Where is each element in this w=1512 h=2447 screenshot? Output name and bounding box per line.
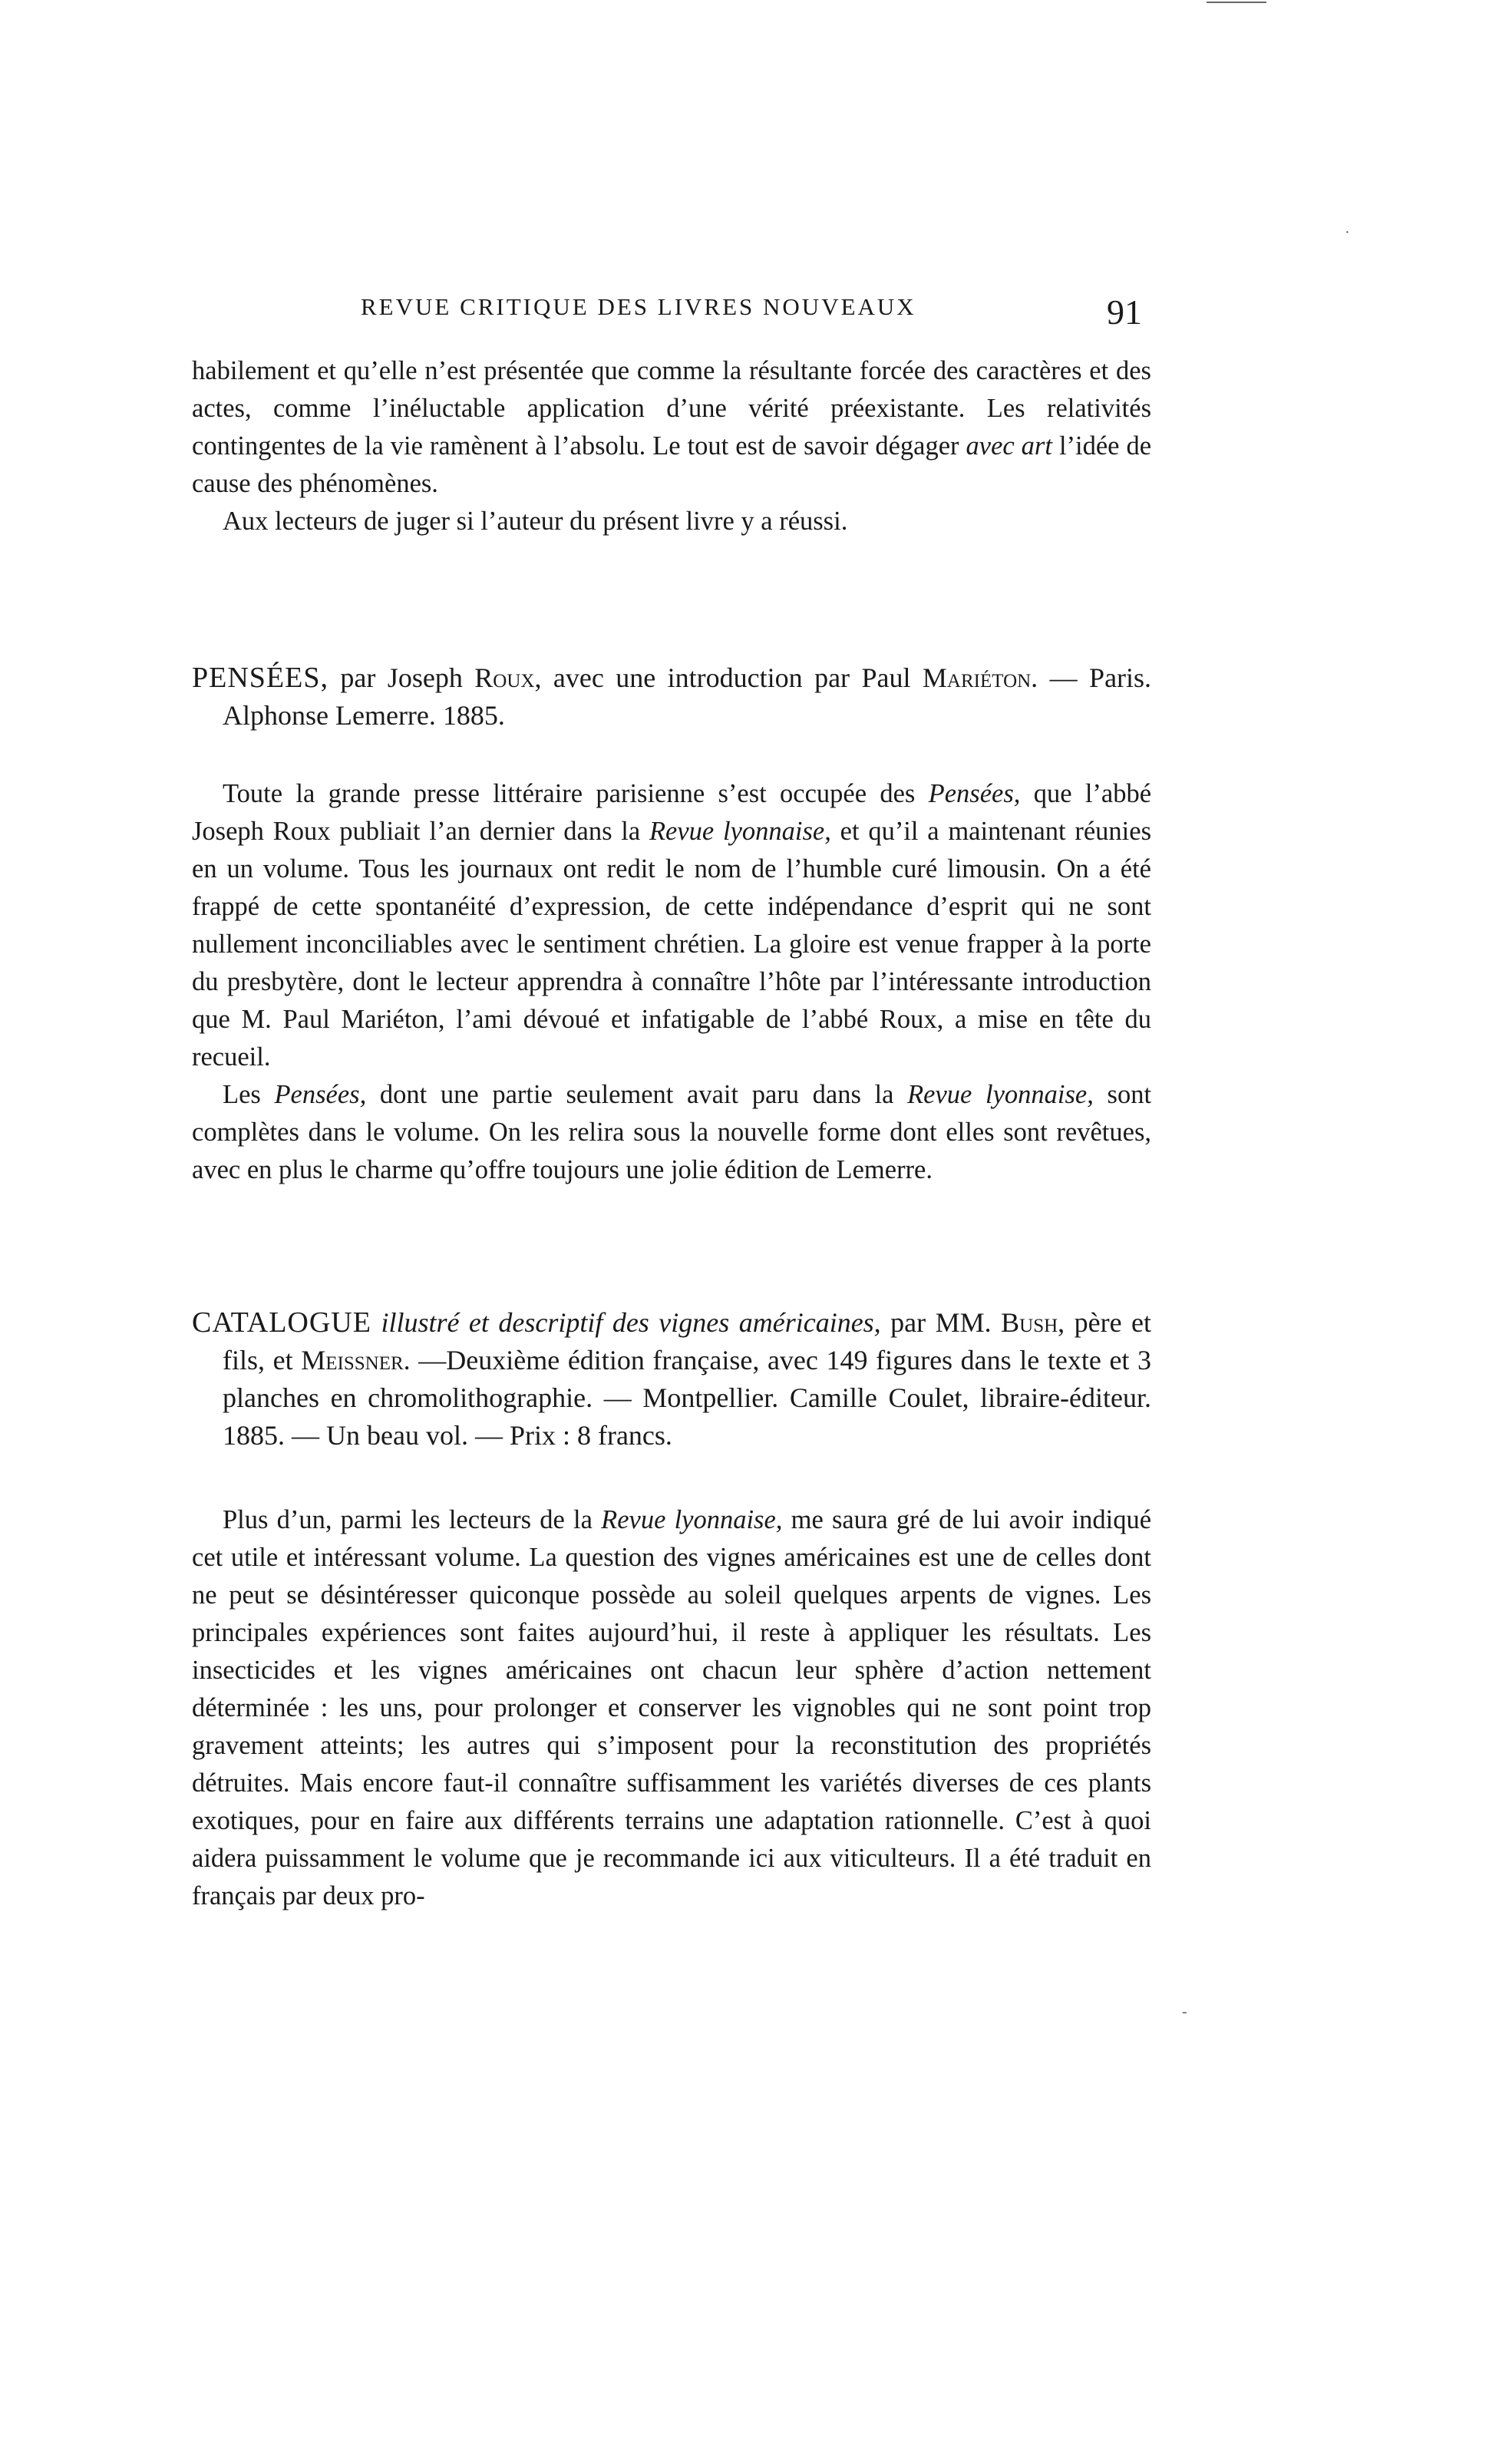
catalogue-author-2: Meissner. [301,1345,411,1375]
pensees-paragraph-1 [192,775,1151,1076]
top-rule [1207,2,1266,3]
italic-title: Pensées, [928,779,1021,808]
italic-title: Revue lyonnaise, [649,817,831,846]
catalogue-heading [192,1304,1151,1455]
catalogue-details: —Deuxième édition française, avec 149 figures dans le texte et 3 planches en chromolithographie. — Montpellier. Camille Coulet, libraire-éditeur. 1885. — Un beau vol. — Prix : 8 francs. [223,1345,1152,1451]
intro-text-end: l’idée de cause des phénomènes. [192,431,1152,498]
catalogue-mid: père et fils, et [223,1307,1152,1375]
intro-section [192,352,1151,540]
pensees-heading [192,659,1151,735]
intro-italic-text: avec art [966,431,1052,461]
print-speck: · [1345,224,1350,241]
catalogue-subtitle: illustré et descriptif des vignes américaines, [381,1307,881,1338]
pensees-by: par Joseph [340,662,463,693]
text-run: Plus d’un, parmi les lecteurs de la [223,1505,593,1534]
page-number: 91 [1107,292,1142,332]
pensees-author: Roux, [474,662,542,693]
intro-paragraph [192,352,1151,503]
pensees-intro-author: Mariéton. [922,662,1038,693]
intro-text: habilement et qu’elle n’est présentée que comme la résultante forcée des caractères et des actes, comme l’inéluctable application d’une vérité préexistante. Les relativités contingentes de la vie ramènent à l’absolu. Le tout est de savoir dégager [192,356,1151,461]
print-speck: - [1182,2003,1187,2020]
text-run: me saura gré de lui avoir indiqué cet utile et intéressant volume. La question des vignes américaines est une de celles dont ne peut se désintéresser quiconque possède au soleil quelques arpents de vignes. Les principales expériences sont faites aujourd’hui, il reste à appliquer les résultats. Les insecticides et les vignes américaines ont chacun leur sphère d’action nettement déterminée : les uns, pour prolonger et conserver les vignobles qui ne sont point trop gravement atteints; les autres qui s’imposent pour la reconstitution des propriétés détruites. Mais encore faut-il connaître suffisamment les variétés diverses de ces plants exotiques, pour en faire aux différents terrains une adaptation rationnelle. C’est à quoi aidera puissamment le volume que je recommande ici aux viticulteurs. Il a été traduit en français par deux pro- [192,1505,1152,1910]
pensees-title: PENSÉES, [192,662,328,694]
intro-closing-paragraph: Aux lecteurs de juger si l’auteur du présent livre y a réussi. [223,507,848,536]
running-head: REVUE CRITIQUE DES LIVRES NOUVEAUX [361,293,916,320]
pensees-review [192,775,1151,1189]
catalogue-by: par MM. [890,1307,992,1338]
text-run: Les [223,1080,261,1109]
italic-title: Pensées, [274,1080,367,1109]
catalogue-review [192,1501,1151,1915]
pensees-intro-text: avec une introduction par Paul [553,662,911,693]
catalogue-title: CATALOGUE [192,1306,371,1339]
text-run: et qu’il a maintenant réunies en un volume. Tous les journaux ont redit le nom de l’humble curé limousin. On a été frappé de cette spontanéité d’expression, de cette indépendance d’esprit qui ne sont nullement inconciliables avec le sentiment chrétien. La gloire est venue frapper à la porte du presbytère, dont le lecteur apprendra à connaître l’hôte par l’intéressante introduction que M. Paul Mariéton, l’ami dévoué et infatigable de l’abbé Roux, a mise en tête du recueil. [192,817,1152,1072]
text-run: que l’abbé Joseph Roux publiait l’an dernier dans la [192,779,1152,846]
pensees-paragraph-2 [192,1076,1151,1189]
pensees-publisher: — Paris. Alphonse Lemerre. 1885. [223,662,1152,731]
text-run: dont une partie seulement avait paru dans la [379,1080,894,1109]
catalogue-author-1: Bush, [1001,1307,1065,1338]
italic-title: Revue lyonnaise, [907,1080,1094,1109]
text-run: Toute la grande presse littéraire parisienne s’est occupée des [223,779,916,808]
italic-title: Revue lyonnaise, [601,1505,783,1534]
catalogue-paragraph [192,1501,1151,1915]
text-run: sont complètes dans le volume. On les relira sous la nouvelle forme dont elles sont revêtues, avec en plus le charme qu’offre toujours une jolie édition de Lemerre. [192,1080,1152,1184]
